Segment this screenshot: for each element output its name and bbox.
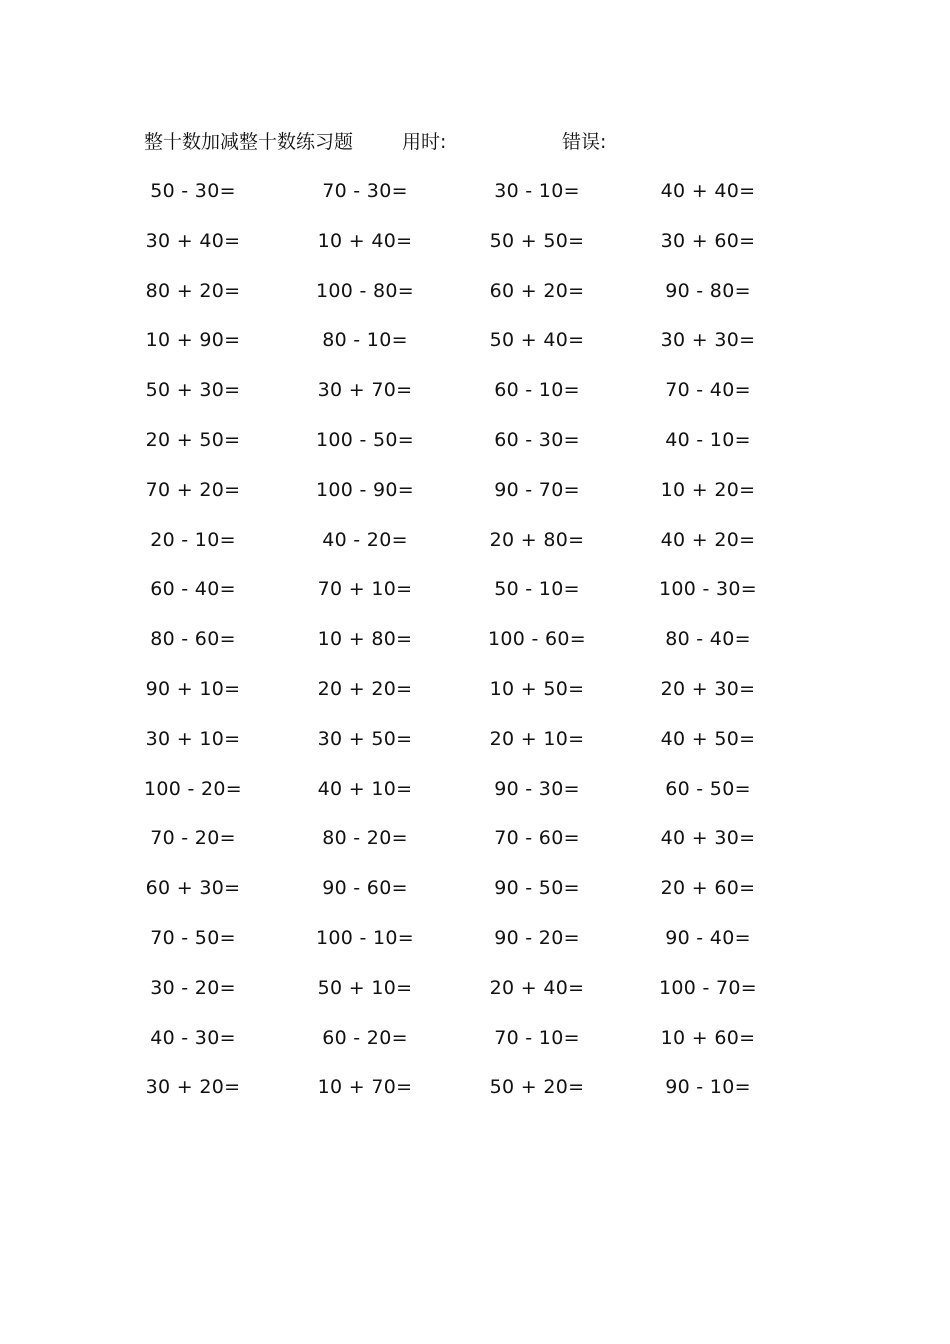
problem-row [0,723,950,773]
worksheet-title: 整十数加减整十数练习题 [144,131,354,153]
problem-row [0,972,950,1022]
problem-item: 70 - 50= [150,926,236,949]
problem-row [0,623,950,673]
problem-item: 30 + 60= [660,229,756,252]
problem-item: 30 + 40= [145,229,241,252]
problem-item: 20 - 10= [150,528,236,551]
problem-item: 50 + 50= [489,229,585,252]
problem-item: 90 - 70= [494,478,580,501]
problem-item: 40 + 40= [660,180,756,202]
problem-item: 60 - 40= [150,578,236,601]
problem-item: 80 - 10= [322,329,408,352]
problem-item: 30 + 50= [317,727,413,750]
problem-item: 90 - 10= [665,1076,751,1099]
problem-item: 100 - 80= [316,279,414,302]
problem-item: 80 + 20= [145,279,241,302]
problem-row [0,773,950,823]
errors-label: 错误: [562,131,607,153]
problem-item: 40 + 50= [660,727,756,750]
problem-item: 100 - 20= [144,777,242,800]
problem-item: 20 + 20= [317,677,413,700]
problem-item: 30 - 10= [494,180,580,202]
problem-row [0,275,950,325]
problem-item: 60 + 30= [145,877,241,900]
problem-row [0,1071,950,1121]
problem-item: 30 + 10= [145,727,241,750]
problem-item: 100 - 30= [659,578,757,601]
problem-item: 60 - 20= [322,1026,408,1049]
problem-item: 60 - 50= [665,777,751,800]
problem-grid [0,175,950,1121]
problem-row [0,573,950,623]
problem-item: 90 - 20= [494,926,580,949]
problem-item: 90 - 30= [494,777,580,800]
problem-item: 10 + 70= [317,1076,413,1099]
problem-item: 80 - 60= [150,628,236,651]
problem-row [0,822,950,872]
problem-row [0,524,950,574]
problem-row [0,474,950,524]
problem-row [0,922,950,972]
problem-item: 50 - 30= [150,180,236,202]
problem-item: 40 + 20= [660,528,756,551]
problem-item: 70 - 40= [665,379,751,402]
problem-item: 70 + 20= [145,478,241,501]
time-label: 用时: [402,131,447,153]
problem-item: 90 - 80= [665,279,751,302]
problem-item: 40 - 30= [150,1026,236,1049]
problem-item: 100 - 60= [488,628,586,651]
problem-row [0,374,950,424]
problem-row [0,872,950,922]
problem-item: 10 + 50= [489,677,585,700]
problem-item: 30 + 20= [145,1076,241,1099]
problem-row [0,324,950,374]
problem-item: 100 - 70= [659,976,757,999]
problem-item: 20 + 80= [489,528,585,551]
problem-item: 40 + 10= [317,777,413,800]
problem-item: 40 - 20= [322,528,408,551]
problem-item: 90 - 50= [494,877,580,900]
problem-item: 30 + 30= [660,329,756,352]
problem-item: 70 - 30= [322,180,408,202]
problem-item: 60 + 20= [489,279,585,302]
problem-item: 50 + 30= [145,379,241,402]
problem-item: 70 - 60= [494,827,580,850]
problem-row [0,175,950,225]
problem-item: 10 + 80= [317,628,413,651]
problem-item: 100 - 50= [316,428,414,451]
problem-item: 40 - 10= [665,428,751,451]
problem-item: 10 + 20= [660,478,756,501]
problem-item: 10 + 60= [660,1026,756,1049]
problem-item: 70 - 20= [150,827,236,850]
problem-item: 50 + 10= [317,976,413,999]
problem-item: 30 - 20= [150,976,236,999]
problem-item: 100 - 90= [316,478,414,501]
problem-item: 90 - 60= [322,877,408,900]
problem-item: 70 + 10= [317,578,413,601]
problem-item: 60 - 30= [494,428,580,451]
problem-row [0,673,950,723]
problem-item: 10 + 90= [145,329,241,352]
problem-item: 30 + 70= [317,379,413,402]
problem-item: 50 + 40= [489,329,585,352]
problem-item: 90 + 10= [145,677,241,700]
problem-item: 50 - 10= [494,578,580,601]
problem-item: 20 + 40= [489,976,585,999]
problem-row [0,424,950,474]
problem-row [0,225,950,275]
problem-item: 20 + 50= [145,428,241,451]
problem-item: 10 + 40= [317,229,413,252]
problem-item: 60 - 10= [494,379,580,402]
problem-item: 100 - 10= [316,926,414,949]
problem-item: 80 - 40= [665,628,751,651]
problem-item: 80 - 20= [322,827,408,850]
problem-item: 70 - 10= [494,1026,580,1049]
problem-item: 20 + 10= [489,727,585,750]
problem-item: 50 + 20= [489,1076,585,1099]
problem-item: 40 + 30= [660,827,756,850]
problem-item: 90 - 40= [665,926,751,949]
problem-row [0,1022,950,1072]
problem-item: 20 + 60= [660,877,756,900]
problem-item: 20 + 30= [660,677,756,700]
